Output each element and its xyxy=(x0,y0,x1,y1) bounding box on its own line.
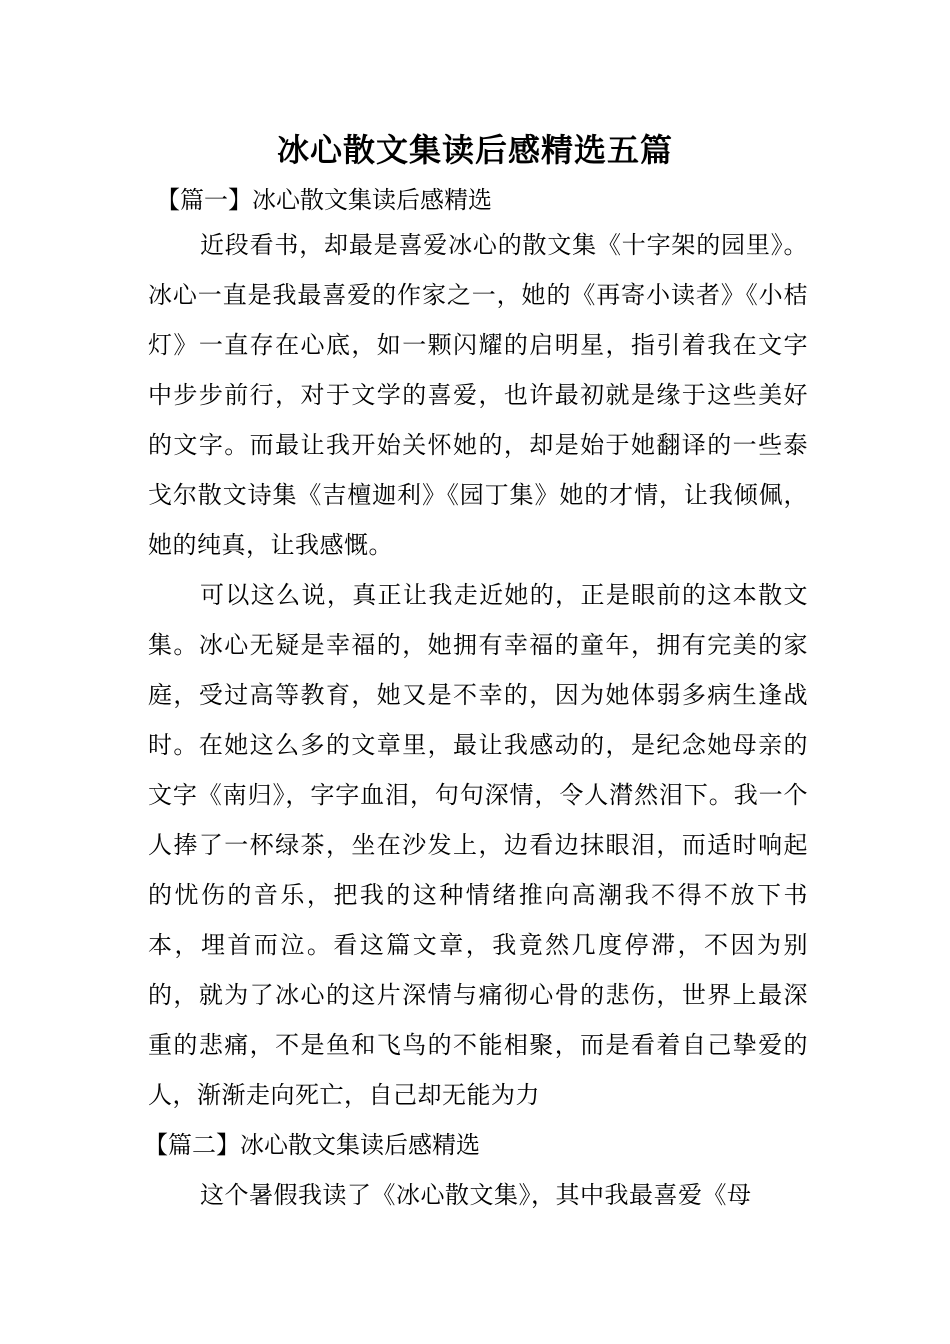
document-body xyxy=(144,180,808,1220)
section-heading-1: 【篇一】冰心散文集读后感精选 xyxy=(156,186,492,214)
document-title: 冰心散文集读后感精选五篇 xyxy=(276,131,673,169)
paragraph-1-1: 近段看书，却最是喜爱冰心的散文集《十字架的园里》。冰心一直是我最喜爱的作家之一，她的《再寄小读者》《小桔灯》一直存在心底，如一颗闪耀的启明星，指引着我在文字中步步前行，对于文学的喜爱，也许最初就是缘于这些美好的文字。而最让我开始关怀她的，却是始于她翻译的一些泰戈尔散文诗集《吉檀迦利》《园丁集》她的才情，让我倾佩，她的纯真，让我感慨。 xyxy=(148,231,808,559)
paragraph-2-1: 这个暑假我读了《冰心散文集》，其中我最喜爱《母 xyxy=(200,1181,752,1209)
paragraph-1-2: 可以这么说，真正让我走近她的，正是眼前的这本散文集。冰心无疑是幸福的，她拥有幸福的童年，拥有完美的家庭，受过高等教育，她又是不幸的，因为她体弱多病生逢战时。在她这么多的文章里，最让我感动的，是纪念她母亲的文字《南归》，字字血泪，句句深情，令人潸然泪下。我一个人捧了一杯绿茶，坐在沙发上，边看边抹眼泪，而适时响起的忧伤的音乐，把我的这种情绪推向高潮我不得不放下书本，埋首而泣。看这篇文章，我竟然几度停滞，不因为别的，就为了冰心的这片深情与痛彻心骨的悲伤，世界上最深重的悲痛，不是鱼和飞鸟的不能相聚，而是看着自己挚爱的人，渐渐走向死亡，自己却无能为力 xyxy=(148,581,808,1109)
section-heading-2: 【篇二】冰心散文集读后感精选 xyxy=(144,1131,480,1159)
